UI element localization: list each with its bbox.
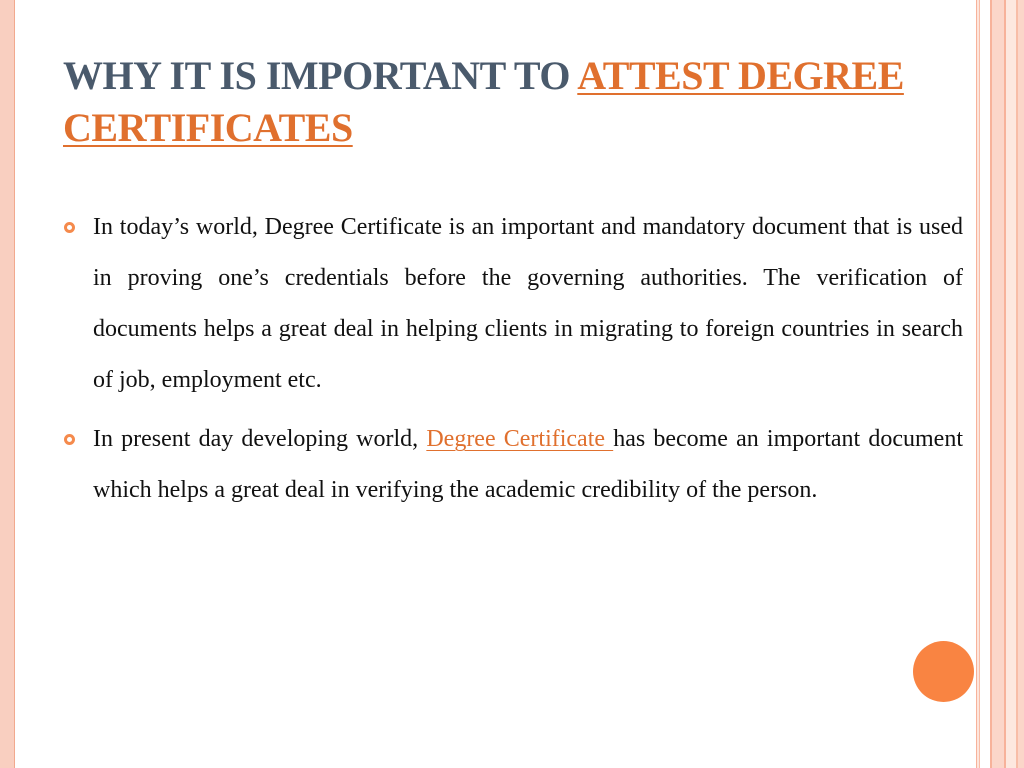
bullet-circle-icon [64, 222, 75, 233]
title-text: WHY IT IS IMPORTANT TO [63, 53, 578, 98]
bullet-list [64, 202, 963, 524]
left-border-decoration [0, 0, 15, 768]
decorative-orange-circle [913, 641, 974, 702]
bullet-circle-icon [64, 434, 75, 445]
right-border-stripes [974, 0, 1024, 768]
slide-title [63, 50, 943, 154]
bullet-text-2-after: has become an important document which helps a great deal in verifying the academic credibility of the person. [93, 426, 963, 503]
bullet-text-1: In today’s world, Degree Certificate is an important and mandatory document that is used in proving one’s credentials before the governing authorities. The verification of documents helps a great deal in helping clients in migrating to foreign countries in search of job, employment etc. [93, 214, 963, 393]
bullet-text-2-before: In present day developing world, [93, 426, 427, 452]
bullet-item-2 [64, 414, 963, 516]
title-link[interactable]: ATTEST DEGREE CERTIFICATES [63, 53, 904, 150]
degree-certificate-link[interactable]: Degree Certificate [426, 426, 614, 452]
bullet-item-1 [64, 202, 963, 406]
